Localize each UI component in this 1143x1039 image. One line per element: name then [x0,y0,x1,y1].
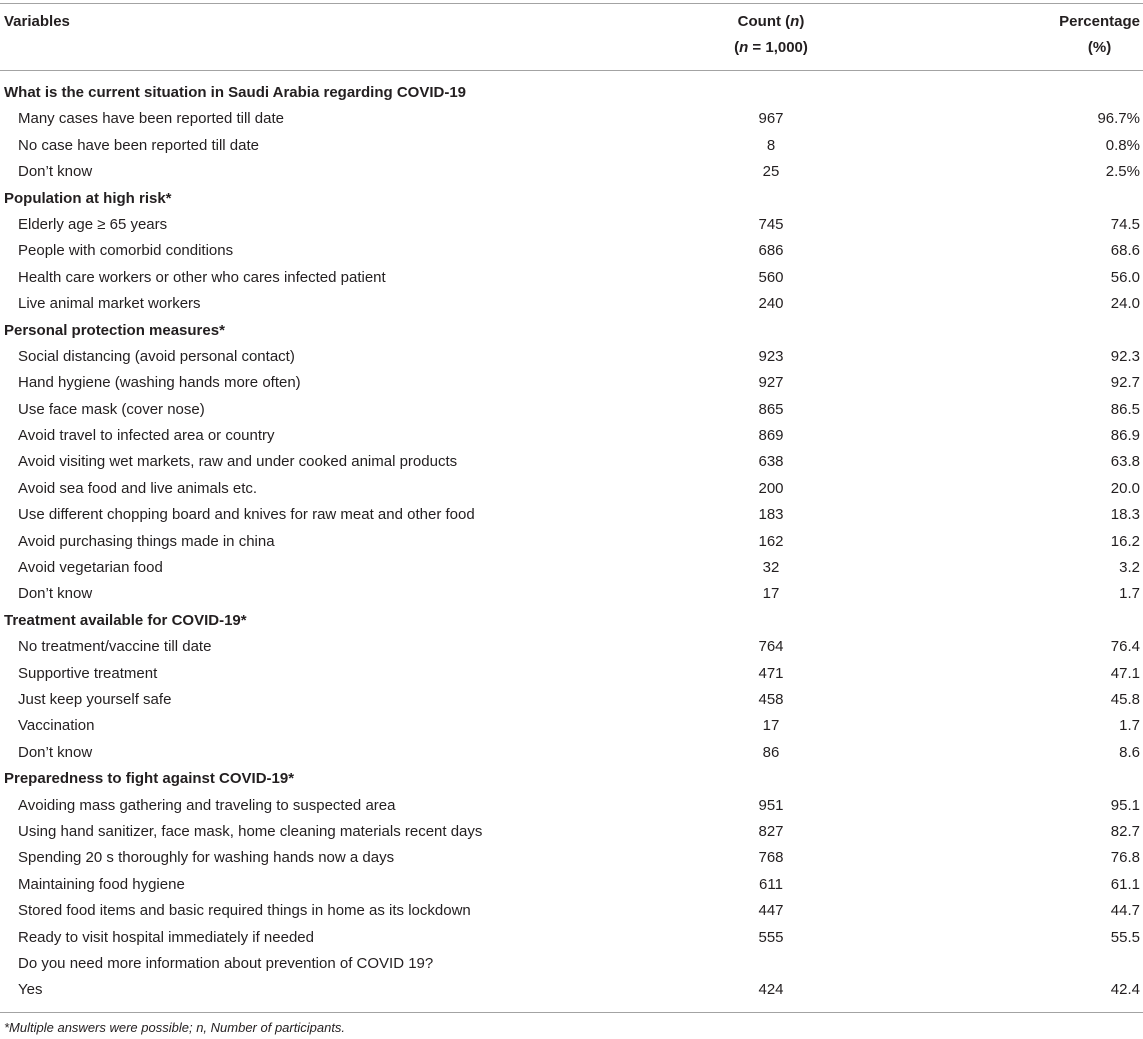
row-percentage: 3.2 [1119,559,1140,577]
table-row [0,713,1143,739]
row-percentage: 92.3 [1110,347,1140,365]
row-count: 183 [758,506,784,524]
row-percentage: 55.5 [1110,928,1140,946]
row-percentage: 47.1 [1110,664,1140,682]
table-row [0,661,1143,687]
row-count: 32 [762,559,780,577]
row-percentage: 18.3 [1110,506,1140,524]
header-count-title-n: n [790,13,800,30]
header-percentage-unit: (%) [1087,39,1112,56]
row-count: 240 [758,295,784,313]
row-percentage: 61.1 [1110,875,1140,893]
row-count: 869 [758,427,784,445]
table-row [0,687,1143,713]
header-count-sample-value: = 1,000) [748,39,808,56]
row-label: Avoid visiting wet markets, raw and under cooked animal products [18,453,458,471]
row-count: 86 [762,743,780,761]
row-label: Don’t know [18,163,93,181]
row-label: Use face mask (cover nose) [18,400,205,418]
row-count: 200 [758,479,784,497]
table-row [0,581,1143,607]
table-row [0,951,1143,977]
row-label: No case have been reported till date [18,136,259,154]
table-row [0,555,1143,581]
row-count: 424 [758,981,784,999]
row-count: 17 [762,717,780,735]
row-label: Avoiding mass gathering and traveling to suspected area [18,796,396,814]
table-row [0,397,1143,423]
header-count-sample-n: n [739,39,749,56]
header-count [700,9,842,70]
row-percentage: 1.7 [1119,717,1140,735]
row-percentage: 82.7 [1110,822,1140,840]
table-row [0,977,1143,1003]
row-percentage: 44.7 [1110,902,1140,920]
row-count: 951 [758,796,784,814]
table-row [0,159,1143,185]
row-percentage: 42.4 [1110,981,1140,999]
row-count: 25 [762,163,780,181]
table-footnote: *Multiple answers were possible; n, Number of participants. [4,1019,346,1035]
row-count: 162 [758,532,784,550]
section-heading: Preparedness to fight against COVID-19* [4,770,295,788]
table-row [0,212,1143,238]
row-label: Use different chopping board and knives for raw meat and other food [18,506,475,524]
row-label: Don’t know [18,585,93,603]
table-body [0,71,1143,1013]
row-percentage: 92.7 [1110,374,1140,392]
row-label: Just keep yourself safe [18,690,172,708]
row-label: Hand hygiene (washing hands more often) [18,374,301,392]
row-percentage: 74.5 [1110,215,1140,233]
row-percentage: 56.0 [1110,268,1140,286]
row-count: 686 [758,242,784,260]
row-label: Live animal market workers [18,295,201,313]
row-label: Supportive treatment [18,664,158,682]
row-count: 17 [762,585,780,603]
header-percentage-title: Percentage [1059,13,1140,30]
table-row [0,845,1143,871]
table-row [0,476,1143,502]
row-count: 827 [758,822,784,840]
row-count: 967 [758,110,784,128]
section-heading-row [0,318,1143,344]
row-label: No treatment/vaccine till date [18,638,212,656]
row-percentage: 45.8 [1110,690,1140,708]
row-percentage: 1.7 [1119,585,1140,603]
header-count-title [700,9,842,35]
row-label: Avoid vegetarian food [18,559,163,577]
row-label: Vaccination [18,717,95,735]
table-row [0,634,1143,660]
row-percentage: 8.6 [1119,743,1140,761]
section-heading: Personal protection measures* [4,321,225,339]
row-percentage: 95.1 [1110,796,1140,814]
row-count: 555 [758,928,784,946]
header-count-sample-open: ( [734,39,740,56]
row-percentage: 63.8 [1110,453,1140,471]
table-row [0,238,1143,264]
table-row [0,370,1143,396]
header-percentage [842,9,1143,70]
row-count: 8 [766,136,776,154]
table-row [0,265,1143,291]
table-row [0,291,1143,317]
table-row [0,133,1143,159]
row-label: Many cases have been reported till date [18,110,284,128]
row-label: Avoid travel to infected area or country [18,427,275,445]
table-row [0,925,1143,951]
row-count [700,951,842,977]
table-row [0,106,1143,132]
section-heading-row [0,186,1143,212]
table-row [0,872,1143,898]
table-row [0,793,1143,819]
row-label: Spending 20 s thoroughly for washing hands now a days [18,849,395,867]
table-row [0,502,1143,528]
row-label: People with comorbid conditions [18,242,234,260]
row-count: 447 [758,902,784,920]
row-percentage: 24.0 [1110,295,1140,313]
row-label: Elderly age ≥ 65 years [18,215,168,233]
section-heading: What is the current situation in Saudi Arabia regarding COVID-19 [4,84,467,101]
row-label: Yes [18,981,43,999]
row-percentage [842,951,1143,977]
row-percentage: 86.5 [1110,400,1140,418]
row-percentage: 68.6 [1110,242,1140,260]
table-header [0,3,1143,71]
row-count: 923 [758,347,784,365]
table-row [0,423,1143,449]
row-count: 611 [759,875,783,893]
table-row [0,529,1143,555]
row-label: Social distancing (avoid personal contact) [18,347,295,365]
row-percentage: 16.2 [1110,532,1140,550]
header-variables [0,9,700,70]
row-percentage: 0.8% [1105,136,1140,154]
table-row [0,344,1143,370]
header-count-sample-size [700,35,842,61]
survey-table [0,3,1143,1037]
row-percentage: 76.4 [1110,638,1140,656]
section-heading-row [0,80,1143,106]
row-count: 768 [758,849,784,867]
row-label: Health care workers or other who cares infected patient [18,268,386,286]
row-count: 638 [758,453,784,471]
row-count: 458 [758,690,784,708]
section-heading-row [0,766,1143,792]
table-row [0,740,1143,766]
row-count: 560 [758,268,784,286]
row-label: Do you need more information about prevention of COVID 19? [18,954,434,972]
row-count: 764 [758,638,784,656]
row-label: Stored food items and basic required things in home as its lockdown [18,902,471,920]
section-heading: Treatment available for COVID-19* [4,611,247,629]
table-row [0,898,1143,924]
section-heading: Population at high risk* [4,189,172,207]
row-percentage: 2.5% [1105,163,1140,181]
row-percentage: 96.7% [1097,110,1140,128]
row-label: Maintaining food hygiene [18,875,185,893]
header-variables-label: Variables [4,13,70,30]
row-label: Avoid sea food and live animals etc. [18,479,258,497]
section-heading-row [0,608,1143,634]
row-percentage: 20.0 [1110,479,1140,497]
table-row [0,819,1143,845]
row-label: Ready to visit hospital immediately if needed [18,928,314,946]
row-count: 471 [758,664,784,682]
row-count: 927 [758,374,784,392]
table-row [0,449,1143,475]
row-label: Using hand sanitizer, face mask, home cleaning materials recent days [18,822,483,840]
header-count-title-close: ) [799,13,805,30]
row-label: Avoid purchasing things made in china [18,532,275,550]
row-percentage: 86.9 [1110,427,1140,445]
row-label: Don’t know [18,743,93,761]
header-count-title-text: Count ( [737,13,791,30]
row-count: 745 [758,215,784,233]
row-count: 865 [758,400,784,418]
row-percentage: 76.8 [1110,849,1140,867]
header-percentage-stack [1059,9,1140,61]
